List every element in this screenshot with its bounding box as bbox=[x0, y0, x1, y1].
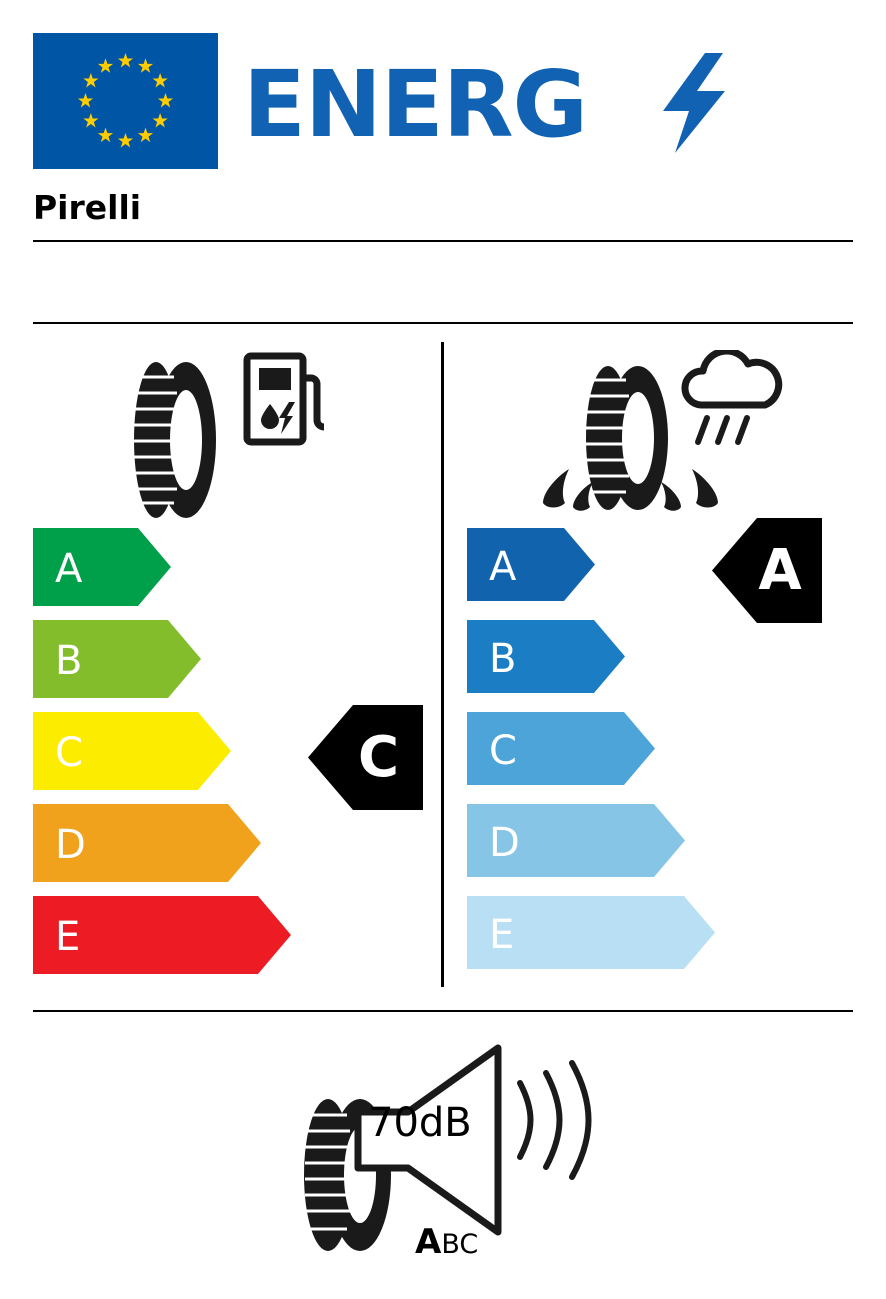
fuel-grade-b-label: B bbox=[55, 638, 83, 684]
tyre-icon bbox=[120, 355, 230, 525]
noise-db-value: 70dB bbox=[368, 1100, 472, 1146]
lightning-bolt-icon bbox=[653, 53, 733, 153]
sound-waves-icon bbox=[508, 1055, 598, 1185]
brand-name: Pirelli bbox=[33, 188, 142, 227]
eu-stars bbox=[33, 33, 218, 169]
fuel-grade-d-label: D bbox=[55, 822, 86, 868]
label-header bbox=[33, 33, 853, 173]
divider-top bbox=[33, 322, 853, 324]
fuel-result-badge bbox=[308, 705, 423, 810]
wet-grade-a-label: A bbox=[489, 543, 517, 590]
fuel-grade-b bbox=[33, 620, 201, 702]
wet-grade-b bbox=[467, 620, 625, 697]
wet-grade-d bbox=[467, 804, 685, 881]
eu-flag-icon bbox=[33, 33, 218, 169]
wet-result-label: A bbox=[758, 538, 802, 603]
wet-grade-d-label: D bbox=[489, 819, 520, 866]
wet-result-badge bbox=[712, 518, 822, 623]
wet-grade-e bbox=[467, 896, 715, 973]
wet-grade-c bbox=[467, 712, 655, 789]
divider-brand bbox=[33, 240, 853, 242]
fuel-grade-c-label: C bbox=[55, 730, 83, 776]
fuel-grade-a-label: A bbox=[55, 546, 83, 592]
fuel-grade-d bbox=[33, 804, 261, 886]
water-splash-icon bbox=[533, 445, 728, 520]
fuel-pump-icon bbox=[243, 352, 325, 447]
wet-grade-a bbox=[467, 528, 595, 605]
fuel-grade-e-label: E bbox=[55, 914, 81, 960]
wet-grade-b-label: B bbox=[489, 635, 517, 682]
fuel-grade-e bbox=[33, 896, 291, 978]
divider-vertical bbox=[441, 342, 444, 987]
fuel-grade-a bbox=[33, 528, 171, 610]
divider-bottom bbox=[33, 1010, 853, 1012]
noise-class bbox=[415, 1222, 478, 1262]
fuel-result-label: C bbox=[357, 725, 400, 790]
noise-class-active: A bbox=[415, 1222, 442, 1262]
wet-grade-c-label: C bbox=[489, 727, 517, 774]
rain-cloud-icon bbox=[676, 350, 786, 455]
wet-grade-e-label: E bbox=[489, 911, 515, 958]
fuel-grade-c bbox=[33, 712, 231, 794]
energy-wordmark: ENERG bbox=[243, 51, 588, 158]
noise-class-inactive: BC bbox=[441, 1229, 479, 1260]
